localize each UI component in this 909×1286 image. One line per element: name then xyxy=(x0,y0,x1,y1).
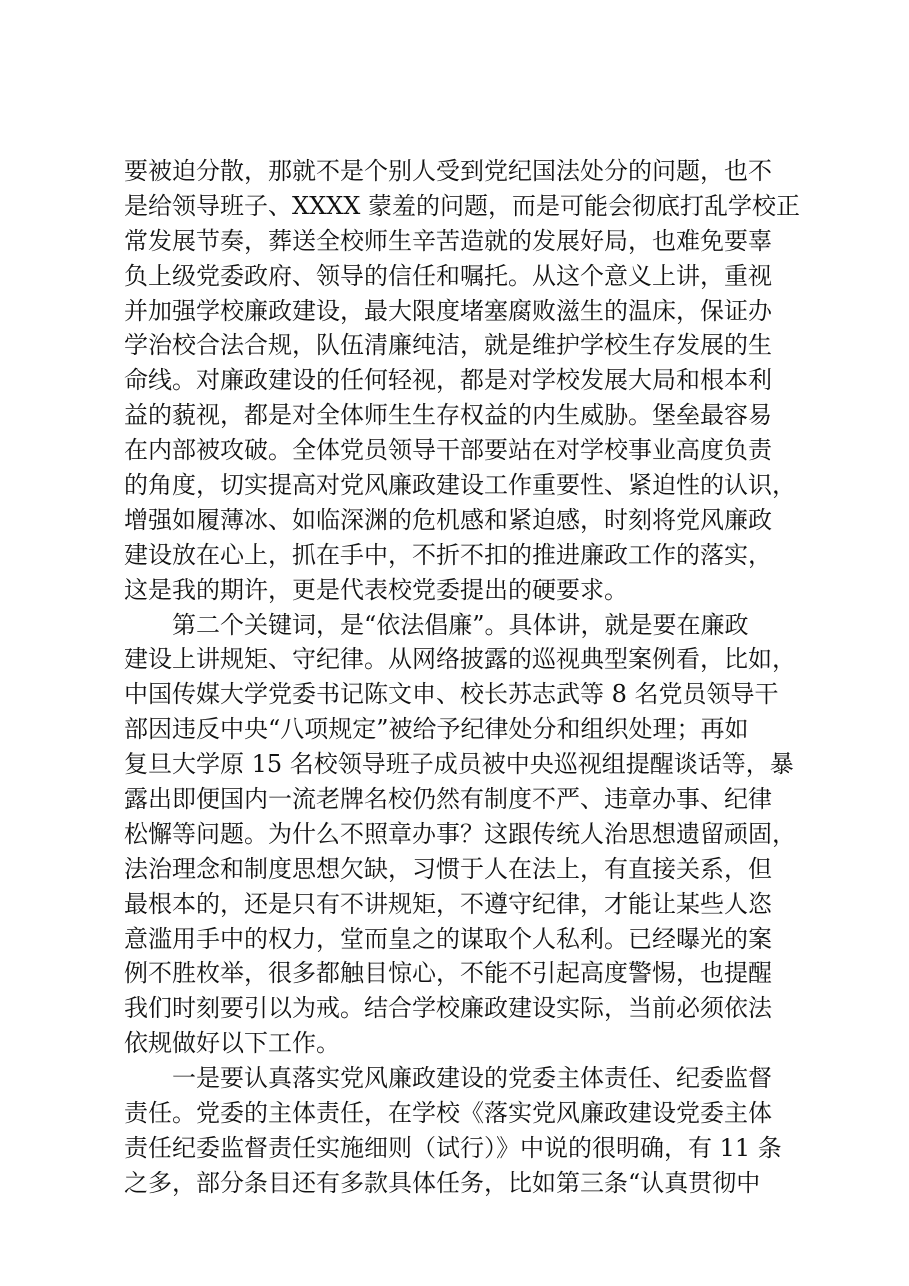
text-line: 的角度，切实提高对党风廉政建设工作重要性、紧迫性的认识， xyxy=(124,471,796,500)
text-line: 建设放在心上，抓在手中，不折不扣的推进廉政工作的落实， xyxy=(124,540,772,569)
text-line: 这是我的期许，更是代表校党委提出的硬要求。 xyxy=(124,575,628,604)
body-text xyxy=(124,154,814,1201)
text-line: 责任纪委监督责任实施细则（试行）》中说的很明确，有 11 条 xyxy=(124,1133,782,1162)
text-line: 常发展节奏，葬送全校师生辛苦造就的发展好局，也难免要辜 xyxy=(124,226,772,255)
paragraph-2 xyxy=(124,608,814,1062)
text-line: 松懈等问题。为什么不照章办事？这跟传统人治思想遗留顽固， xyxy=(124,819,796,848)
text-line: 在内部被攻破。全体党员领导干部要站在对学校事业高度负责 xyxy=(124,436,772,465)
text-line: 意滥用手中的权力，堂而皇之的谋取个人私利。已经曝光的案 xyxy=(124,924,772,953)
text-line: 学治校合法合规，队伍清廉纯洁，就是维护学校生存发展的生 xyxy=(124,331,772,360)
paragraph-1 xyxy=(124,154,814,608)
text-line: 复旦大学原 15 名校领导班子成员被中央巡视组提醒谈话等，暴 xyxy=(124,750,794,779)
text-line: 例不胜枚举，很多都触目惊心，不能不引起高度警惕，也提醒 xyxy=(124,959,772,988)
text-line: 增强如履薄冰、如临深渊的危机感和紧迫感，时刻将党风廉政 xyxy=(124,505,772,534)
text-line: 益的藐视，都是对全体师生生存权益的内生威胁。堡垒最容易 xyxy=(124,401,772,430)
text-line: 之多，部分条目还有多款具体任务，比如第三条“认真贯彻中 xyxy=(124,1168,761,1197)
text-line: 是给领导班子、XXXX 蒙羞的问题，而是可能会彻底打乱学校正 xyxy=(124,191,800,220)
text-line: 并加强学校廉政建设，最大限度堵塞腐败滋生的温床，保证办 xyxy=(124,296,772,325)
text-line: 命线。对廉政建设的任何轻视，都是对学校发展大局和根本利 xyxy=(124,366,772,395)
text-line: 负上级党委政府、领导的信任和嘱托。从这个意义上讲，重视 xyxy=(124,261,772,290)
text-line: 法治理念和制度思想欠缺，习惯于人在法上，有直接关系，但 xyxy=(124,854,772,883)
paragraph-3 xyxy=(124,1061,814,1201)
text-line-first: 第二个关键词，是“依法倡廉”。具体讲，就是要在廉政 xyxy=(172,610,749,639)
text-line-first: 一是要认真落实党风廉政建设的党委主体责任、纪委监督 xyxy=(172,1064,772,1093)
text-line: 中国传媒大学党委书记陈文申、校长苏志武等 8 名党员领导干 xyxy=(124,680,779,709)
text-line: 露出即便国内一流老牌名校仍然有制度不严、违章办事、纪律 xyxy=(124,785,772,814)
text-line: 依规做好以下工作。 xyxy=(124,1029,340,1058)
text-line: 最根本的，还是只有不讲规矩，不遵守纪律，才能让某些人恣 xyxy=(124,889,772,918)
text-line: 我们时刻要引以为戒。结合学校廉政建设实际，当前必须依法 xyxy=(124,994,772,1023)
text-line: 建设上讲规矩、守纪律。从网络披露的巡视典型案例看，比如， xyxy=(124,645,796,674)
text-line: 要被迫分散，那就不是个别人受到党纪国法处分的问题，也不 xyxy=(124,157,772,185)
text-line: 部因违反中央“八项规定”被给予纪律处分和组织处理；再如 xyxy=(124,715,749,744)
text-line: 责任。党委的主体责任，在学校《落实党风廉政建设党委主体 xyxy=(124,1099,772,1128)
